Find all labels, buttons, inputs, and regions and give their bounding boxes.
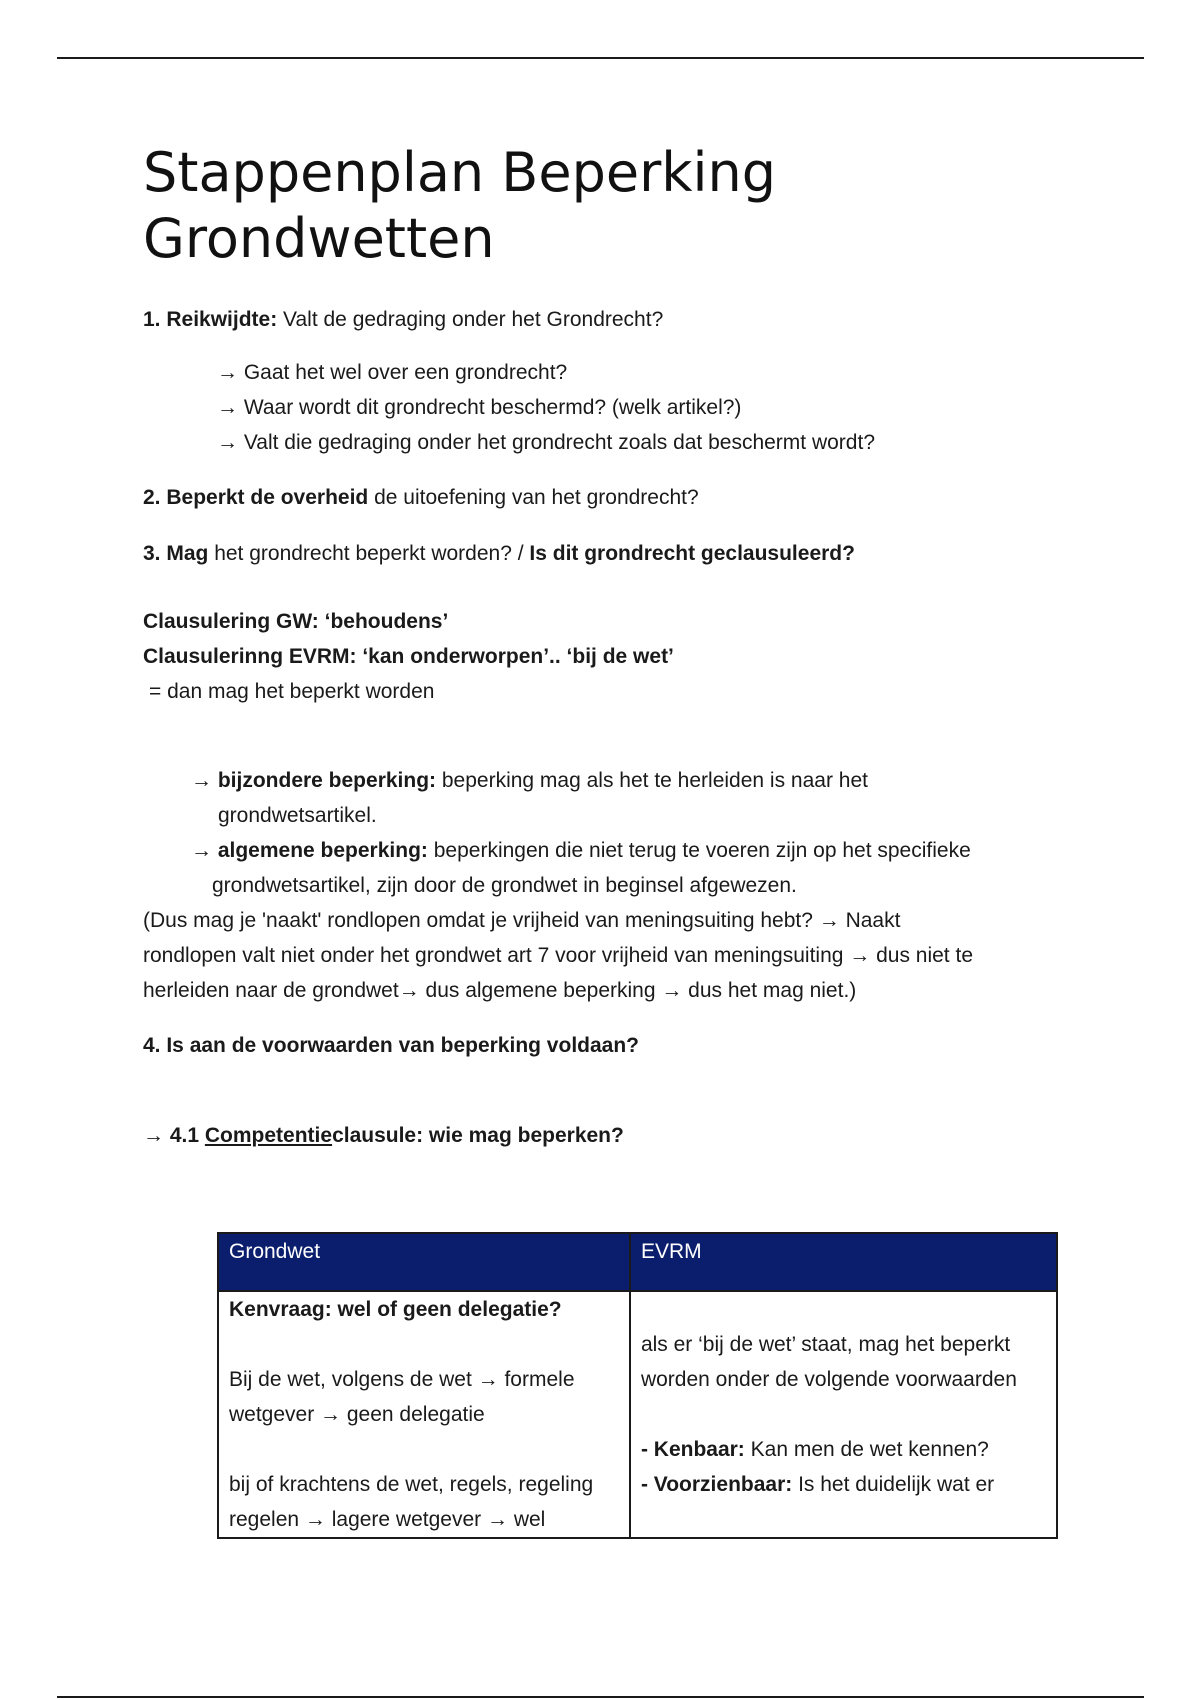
step-3-question: Is dit grondrecht geclausuleerd? xyxy=(529,542,855,565)
step-2-text: de uitoefening van het grondrecht? xyxy=(368,486,699,509)
step-4-text: 4. Is aan de voorwaarden van beperking voldaan? xyxy=(143,1034,639,1057)
header-evrm: EVRM xyxy=(630,1233,1057,1291)
step-3-text: het grondrecht beperkt worden? / xyxy=(208,542,530,565)
step-4 xyxy=(143,1028,1073,1063)
step-4-1-rest: clausule: wie mag beperken? xyxy=(332,1124,624,1147)
bijzondere-label: → bijzondere beperking: xyxy=(191,769,437,792)
step-1-text: Valt de gedraging onder het Grondrecht? xyxy=(277,308,664,331)
grondwet-line: Bij de wet, volgens de wet → formele xyxy=(229,1368,575,1391)
algemene-text: beperkingen die niet terug te voeren zijn op het specifieke xyxy=(427,839,971,862)
algemene-cont: grondwetsartikel, zijn door de grondwet in beginsel afgewezen. xyxy=(212,874,797,897)
example-line: rondlopen valt niet onder het grondwet art 7 voor vrijheid van meningsuiting → dus niet te xyxy=(143,944,973,967)
cell-evrm xyxy=(630,1291,1057,1538)
bottom-rule xyxy=(57,1696,1144,1698)
bullet-item: → Valt die gedraging onder het grondrecht zoals dat beschermt wordt? xyxy=(217,431,875,454)
grondwet-line: regelen → lagere wetgever → wel xyxy=(229,1508,546,1531)
cell-grondwet xyxy=(218,1291,630,1538)
step-4-1 xyxy=(143,1118,1073,1153)
step-2-label: 2. Beperkt de overheid xyxy=(143,486,369,509)
step-2 xyxy=(143,480,1073,515)
clausulering-note: = dan mag het beperkt worden xyxy=(149,680,435,703)
step-3-label: 3. Mag xyxy=(143,542,209,565)
table-row xyxy=(218,1291,1057,1538)
table-header-row xyxy=(218,1233,1057,1291)
step-4-1-prefix: → 4.1 xyxy=(143,1124,205,1147)
clausulering-evrm: Clausulerinng EVRM: ‘kan onderworpen’.. ‘bij de wet’ xyxy=(143,645,674,668)
document-body xyxy=(143,140,1073,1153)
competentie-table xyxy=(217,1232,1058,1539)
step-3 xyxy=(143,536,1073,571)
bijzondere-cont: grondwetsartikel. xyxy=(218,804,377,827)
step-1 xyxy=(143,302,1073,337)
top-rule xyxy=(57,57,1144,59)
step-1-label: 1. Reikwijdte: xyxy=(143,308,278,331)
bijzondere-text: beperking mag als het te herleiden is naar het xyxy=(436,769,868,792)
clausulering-block xyxy=(143,604,1073,709)
step-1-bullets xyxy=(143,355,1073,460)
evrm-kenbaar: - Kenbaar: Kan men de wet kennen? xyxy=(640,1438,989,1461)
bullet-item: → Gaat het wel over een grondrecht? xyxy=(217,361,568,384)
evrm-voorzienbaar: - Voorzienbaar: Is het duidelijk wat er xyxy=(640,1473,995,1496)
bullet-item: → Waar wordt dit grondrecht beschermd? (welk artikel?) xyxy=(217,396,742,419)
algemene-label: → algemene beperking: xyxy=(191,839,428,862)
header-grondwet: Grondwet xyxy=(218,1233,630,1291)
grondwet-line: bij of krachtens de wet, regels, regeling xyxy=(229,1473,594,1496)
evrm-line: als er ‘bij de wet’ staat, mag het beperkt xyxy=(640,1333,1011,1356)
algemene-beperking xyxy=(143,833,1073,903)
bijzondere-beperking xyxy=(143,763,1073,833)
evrm-line: worden onder de volgende voorwaarden xyxy=(640,1368,1017,1391)
example-line: herleiden naar de grondwet→ dus algemene beperking → dus het mag niet.) xyxy=(143,979,857,1002)
example-line: (Dus mag je 'naakt' rondlopen omdat je vrijheid van meningsuiting hebt? → Naakt xyxy=(143,909,901,932)
beperkingen-block xyxy=(143,763,1073,1008)
grondwet-line: wetgever → geen delegatie xyxy=(229,1403,485,1426)
page-title: Stappenplan Beperking Grondwetten xyxy=(143,141,777,270)
step-4-1-underlined: Competentie xyxy=(204,1124,333,1147)
clausulering-gw: Clausulering GW: ‘behoudens’ xyxy=(143,610,449,633)
kenvraag: Kenvraag: wel of geen delegatie? xyxy=(229,1298,562,1321)
